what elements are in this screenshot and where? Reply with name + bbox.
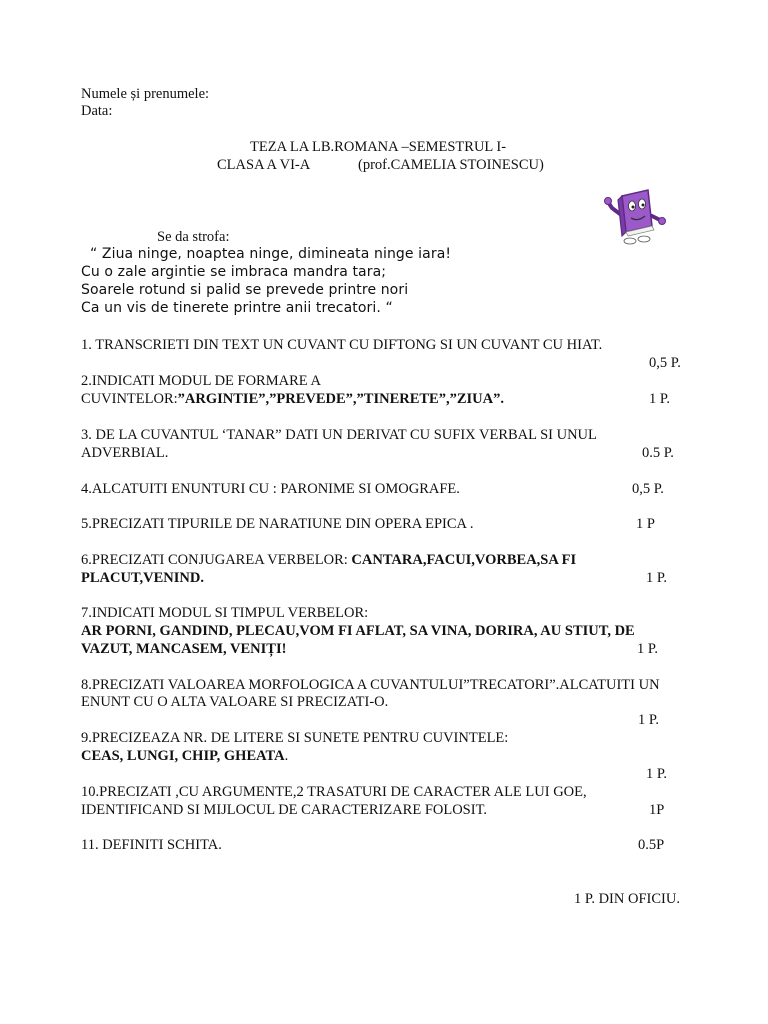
question-8-line-2: ENUNT CU O ALTA VALOARE SI PRECIZATI-O.	[81, 694, 389, 710]
question-2-points: 1 P.	[649, 391, 670, 407]
question-2-line-2	[81, 390, 504, 408]
question-7-line-2: AR PORNI, GANDIND, PLECAU,VOM FI AFLAT, SA VINA, DORIRA, AU STIUT, DE	[81, 623, 635, 639]
question-11-text: 11. DEFINITI SCHITA.	[81, 837, 222, 853]
question-3-text: 3. DE LA CUVANTUL ‘TANAR” DATI UN DERIVAT CU SUFIX VERBAL SI UNUL	[81, 427, 597, 443]
title-line-1: TEZA LA LB.ROMANA –SEMESTRUL I-	[250, 139, 507, 155]
question-11-points: 0.5P	[638, 837, 665, 853]
question-10-points: 1P	[649, 802, 665, 818]
question-3-points: 0.5 P.	[642, 445, 674, 461]
question-5-text: 5.PRECIZATI TIPURILE DE NARATIUNE DIN OPERA EPICA .	[81, 516, 474, 532]
question-9-line-2	[81, 747, 288, 765]
question-5-points: 1 P	[636, 516, 655, 532]
question-4-points: 0,5 P.	[632, 481, 664, 497]
poem-intro: Se da strofa:	[157, 229, 230, 245]
question-8-text: 8.PRECIZATI VALOAREA MORFOLOGICA A CUVANTULUI”TRECATORI”.ALCATUITI UN	[81, 677, 660, 693]
question-9-points: 1 P.	[646, 766, 667, 782]
question-4-text: 4.ALCATUITI ENUNTURI CU : PARONIME SI OMOGRAFE.	[81, 481, 460, 497]
poem-line-1: “ Ziua ninge, noaptea ninge, dimineata ninge iara!	[90, 246, 452, 262]
date-label: Data:	[81, 103, 113, 119]
question-6-line-2: PLACUT,VENIND.	[81, 570, 204, 586]
question-7-points: 1 P.	[637, 641, 658, 657]
question-8-points: 1 P.	[638, 712, 659, 728]
question-2-text: 2.INDICATI MODUL DE FORMARE A	[81, 373, 321, 389]
question-9-words: CEAS, LUNGI, CHIP, GHEATA	[81, 748, 285, 764]
question-10-text: 10.PRECIZATI ,CU ARGUMENTE,2 TRASATURI DE CARACTER ALE LUI GOE,	[81, 784, 587, 800]
question-3-line-2: ADVERBIAL.	[81, 445, 169, 461]
question-7-text: 7.INDICATI MODUL SI TIMPUL VERBELOR:	[81, 605, 369, 621]
book-mascot-icon	[604, 186, 668, 246]
question-1-points: 0,5 P.	[649, 355, 681, 371]
oficiu-points: 1 P. DIN OFICIU.	[574, 891, 680, 907]
poem-line-2: Cu o zale argintie se imbraca mandra tara;	[81, 264, 387, 280]
title-prof: (prof.CAMELIA STOINESCU)	[358, 157, 544, 173]
question-9-period: .	[284, 748, 289, 764]
title-class: CLASA A VI-A	[217, 157, 311, 173]
question-6-text	[81, 551, 576, 569]
name-label: Numele și prenumele:	[81, 86, 210, 102]
poem-line-3: Soarele rotund si palid se prevede printre nori	[81, 282, 409, 298]
poem-line-4: Ca un vis de tinerete printre anii trecatori. “	[81, 300, 393, 316]
question-7-line-3: VAZUT, MANCASEM, VENIȚI!	[81, 641, 287, 657]
question-9-text: 9.PRECIZEAZA NR. DE LITERE SI SUNETE PENTRU CUVINTELE:	[81, 730, 509, 746]
question-6-label: 6.PRECIZATI CONJUGAREA VERBELOR:	[81, 552, 352, 568]
question-2-words: ”ARGINTIE”,”PREVEDE”,”TINERETE”,”ZIUA”.	[177, 391, 504, 407]
question-10-line-2: IDENTIFICAND SI MIJLOCUL DE CARACTERIZARE FOLOSIT.	[81, 802, 487, 818]
question-6-points: 1 P.	[646, 570, 667, 586]
question-6-verbs: CANTARA,FACUI,VORBEA,SA FI	[351, 552, 577, 568]
question-1-text: 1. TRANSCRIETI DIN TEXT UN CUVANT CU DIFTONG SI UN CUVANT CU HIAT.	[81, 337, 603, 353]
question-2-label: CUVINTELOR:	[81, 391, 178, 407]
